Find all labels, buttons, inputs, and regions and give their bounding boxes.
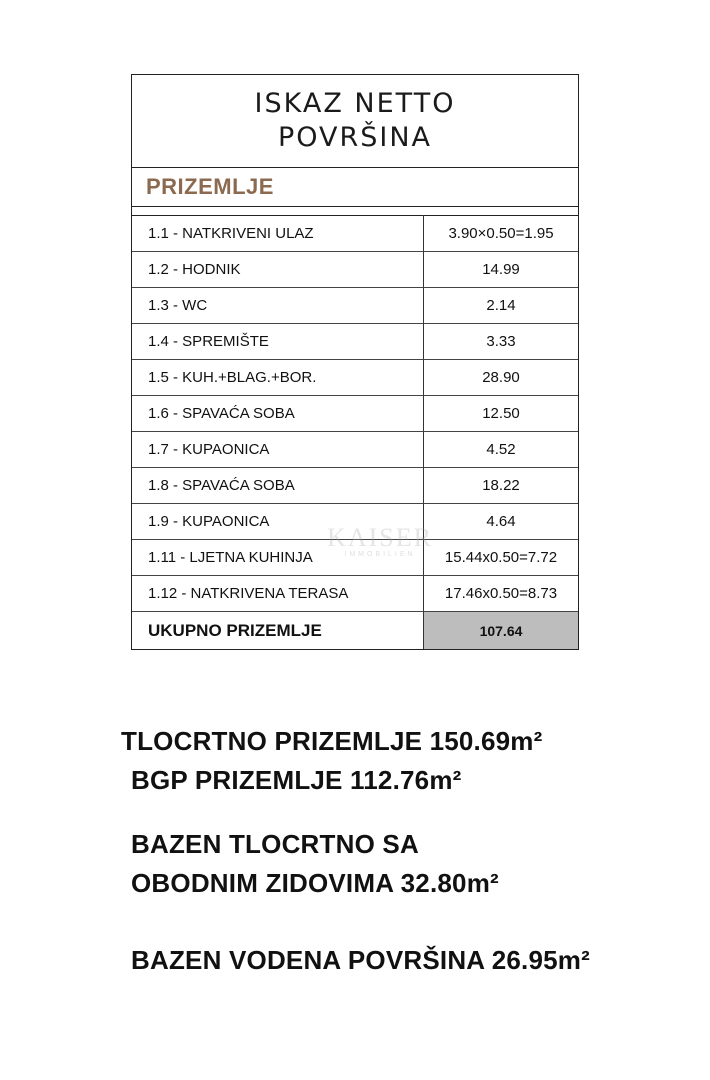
summary-ground-floor-gross-area: BGP PRIZEMLJE 112.76m² [131,765,462,795]
room-area: 17.46x0.50=8.73 [424,576,579,612]
room-area: 4.52 [424,432,579,468]
summary-pool-plan-line-2: OBODNIM ZIDOVIMA 32.80m² [131,868,499,898]
table-row [132,504,578,540]
room-area: 18.22 [424,468,579,504]
area-table-sheet [131,74,579,650]
total-row [132,612,578,650]
table-row [132,576,578,612]
room-name: 1.12 - NATKRIVENA TERASA [132,576,424,612]
summary-pool-water-surface: BAZEN VODENA POVRŠINA 26.95m² [131,945,590,975]
room-area: 3.33 [424,324,579,360]
room-area: 4.64 [424,504,579,540]
table-row [132,324,578,360]
room-name: 1.7 - KUPAONICA [132,432,424,468]
room-area: 3.90×0.50=1.95 [424,216,579,252]
table-row [132,360,578,396]
section-spacer [132,207,578,215]
title-block [132,75,578,168]
room-area: 2.14 [424,288,579,324]
table-row [132,216,578,252]
room-area: 14.99 [424,252,579,288]
table-row [132,396,578,432]
watermark-logo-text: KAISER [327,523,433,552]
total-label: UKUPNO PRIZEMLJE [132,612,424,650]
watermark-sub-text: IMMOBILIEN [344,551,416,558]
room-name: 1.8 - SPAVAĆA SOBA [132,468,424,504]
total-value: 107.64 [424,612,579,650]
room-name: 1.9 - KUPAONICA [132,504,424,540]
room-name: 1.5 - KUH.+BLAG.+BOR. [132,360,424,396]
table-title-line-2: POVRŠINA [277,122,433,153]
room-area: 12.50 [424,396,579,432]
table-row [132,432,578,468]
table-row [132,468,578,504]
section-label: PRIZEMLJE [146,174,274,199]
table-title-line-1: ISKAZ NETTO [254,88,456,119]
summary-ground-floor-plan-area: TLOCRTNO PRIZEMLJE 150.69m² [121,726,543,756]
room-name: 1.11 - LJETNA KUHINJA [132,540,424,576]
table-row [132,252,578,288]
room-name: 1.1 - NATKRIVENI ULAZ [132,216,424,252]
room-area: 15.44x0.50=7.72 [424,540,579,576]
room-name: 1.6 - SPAVAĆA SOBA [132,396,424,432]
table-row [132,288,578,324]
room-name: 1.2 - HODNIK [132,252,424,288]
summary-pool-plan-line-1: BAZEN TLOCRTNO SA [131,829,419,859]
room-name: 1.4 - SPREMIŠTE [132,324,424,360]
room-name: 1.3 - WC [132,288,424,324]
section-header [132,168,578,207]
table-row [132,540,578,576]
area-table [132,215,578,649]
room-area: 28.90 [424,360,579,396]
